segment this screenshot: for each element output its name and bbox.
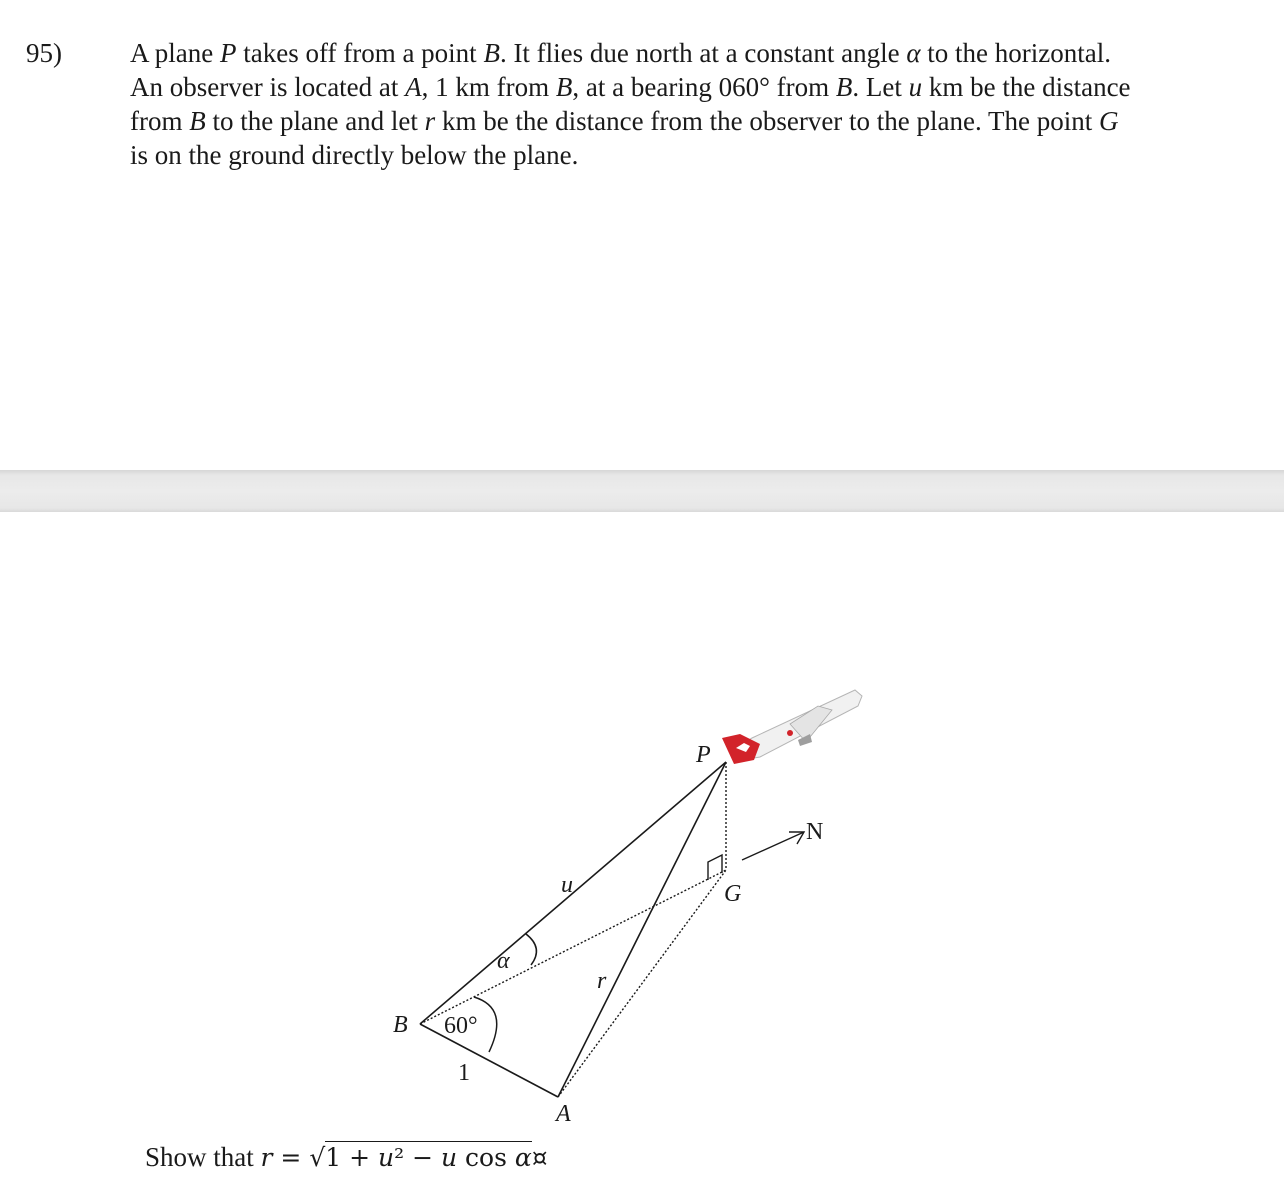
plane-accent [787, 730, 793, 736]
label-r: r [597, 968, 607, 994]
label-alpha: α [497, 948, 510, 974]
show-that-statement: Show that r = √1 + u² − u cos α¤ [145, 1142, 548, 1172]
line-BA [420, 1024, 558, 1097]
label-B: B [393, 1012, 408, 1038]
question-line-2: An observer is located at A, 1 km from B, at a bearing 060° from B. Let u km be the distance [130, 72, 1131, 102]
radicand: 1 + u² − u cos α [325, 1143, 532, 1172]
label-P: P [696, 742, 711, 768]
line-AP [558, 762, 726, 1097]
trailing-glyph: ¤ [531, 1143, 548, 1172]
line-BP [420, 762, 726, 1024]
question-line-4: is on the ground directly below the plane. [130, 140, 579, 170]
question-line-3: from B to the plane and let r km be the distance from the observer to the plane. The point G [130, 106, 1119, 136]
show-that-equation: r = √1 + u² − u cos α¤ [260, 1143, 548, 1172]
label-A: A [556, 1101, 571, 1127]
plane-illustration [722, 690, 862, 764]
label-60-degrees: 60° [444, 1013, 478, 1039]
line-AG [558, 870, 726, 1097]
label-G: G [724, 881, 742, 907]
north-arrow-line [742, 832, 804, 860]
question-number: 95) [26, 38, 62, 68]
label-N: N [806, 819, 824, 845]
question-line-1: A plane P takes off from a point B. It flies due north at a constant angle α to the horizontal. [130, 38, 1111, 68]
arc-alpha [526, 934, 536, 965]
label-u: u [561, 872, 573, 898]
label-1: 1 [458, 1060, 470, 1086]
